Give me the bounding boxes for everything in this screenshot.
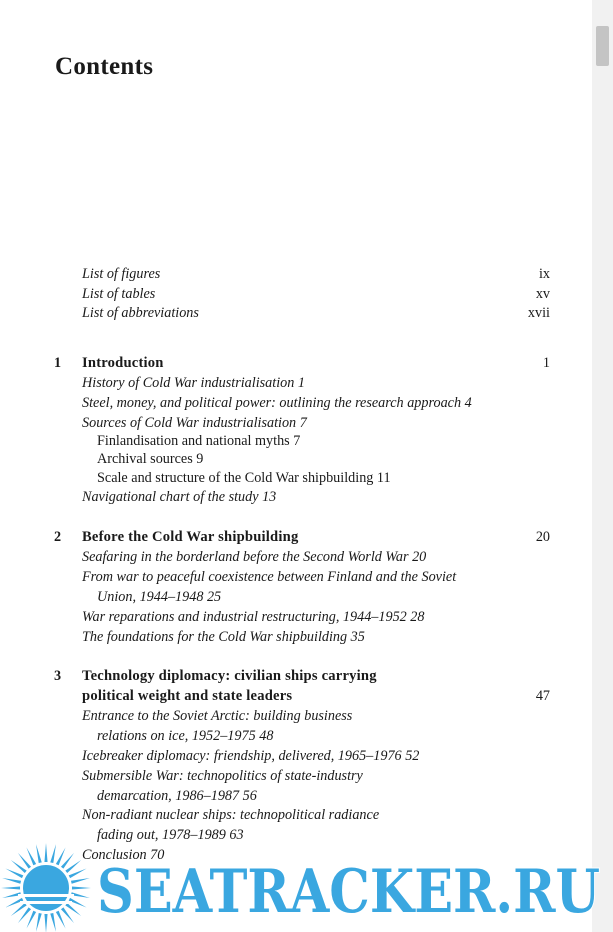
toc-section-text: Sources of Cold War industrialisation 7 xyxy=(82,415,307,431)
toc-entry-list-of-figures[interactable] xyxy=(0,264,592,284)
toc-section-text: Submersible War: technopolitics of state-industry xyxy=(82,768,363,784)
toc-section[interactable] xyxy=(0,487,592,507)
sun-ray xyxy=(72,886,91,889)
toc-section[interactable] xyxy=(0,706,592,726)
sun-ray xyxy=(36,913,42,932)
toc-section[interactable] xyxy=(0,373,592,393)
toc-entry-list-of-abbreviations[interactable] xyxy=(0,303,592,323)
chapter-number: 3 xyxy=(54,668,62,684)
toc-section[interactable] xyxy=(0,607,592,627)
toc-subsection-text: Scale and structure of the Cold War shipbuilding 11 xyxy=(97,470,391,486)
toc-section-text: History of Cold War industrialisation 1 xyxy=(82,375,305,391)
toc-entry-list-of-tables[interactable] xyxy=(0,284,592,304)
toc-section-text: Icebreaker diplomacy: friendship, delivered, 1965–1976 52 xyxy=(82,748,420,764)
chapter-title: Before the Cold War shipbuilding xyxy=(82,529,299,545)
scrollbar-thumb[interactable] xyxy=(596,26,609,66)
sun-ray xyxy=(50,844,56,863)
sun-logo-icon xyxy=(1,843,91,932)
sun-ray xyxy=(44,843,47,862)
toc-subsection[interactable] xyxy=(0,468,592,488)
sun-ray xyxy=(26,847,36,865)
toc-section[interactable] xyxy=(0,766,592,786)
toc-section-text: Entrance to the Soviet Arctic: building business xyxy=(82,708,353,724)
toc-section-text: Non-radiant nuclear ships: technopolitical radiance xyxy=(82,807,380,823)
toc-section-text: relations on ice, 1952–1975 48 xyxy=(97,728,274,744)
chapter-number: 2 xyxy=(54,529,62,545)
toc-section-continued[interactable] xyxy=(0,587,592,607)
toc-entry-title: List of tables xyxy=(82,286,156,302)
watermark-text: SEATRACKER.RU xyxy=(97,857,600,927)
toc-section[interactable] xyxy=(0,627,592,647)
toc-entry-title: List of abbreviations xyxy=(82,305,199,321)
toc-section[interactable] xyxy=(0,567,592,587)
toc-section-text: The foundations for the Cold War shipbuilding 35 xyxy=(82,629,365,645)
toc-section[interactable] xyxy=(0,805,592,825)
sun-ray xyxy=(50,913,56,932)
chapter-page: 20 xyxy=(535,529,550,545)
toc-section-text: War reparations and industrial restructuring, 1944–1952 28 xyxy=(82,609,425,625)
chapter-title: Technology diplomacy: civilian ships carrying xyxy=(82,668,377,684)
vertical-scrollbar[interactable] xyxy=(592,0,613,932)
chapter-title: political weight and state leaders xyxy=(82,688,293,704)
toc-entry-page: xvii xyxy=(527,305,550,321)
toc-section-text: demarcation, 1986–1987 56 xyxy=(97,788,257,804)
watermark xyxy=(0,838,613,932)
sun-ray xyxy=(26,911,36,929)
toc-subsection[interactable] xyxy=(0,431,592,451)
toc-subsection-text: Archival sources 9 xyxy=(97,451,204,467)
chapter-heading-1[interactable] xyxy=(0,353,592,373)
chapter-title: Introduction xyxy=(82,355,164,371)
chapter-heading-2[interactable] xyxy=(0,527,592,547)
sun-ray xyxy=(2,878,21,884)
toc-section-text: Seafaring in the borderland before the Second World War 20 xyxy=(82,549,427,565)
chapter-heading-3[interactable] xyxy=(0,666,592,686)
sun-ray xyxy=(69,868,87,878)
page-title: Contents xyxy=(55,53,154,80)
toc-subsection[interactable] xyxy=(0,449,592,469)
toc-subsection-text: Finlandisation and national myths 7 xyxy=(97,433,301,449)
sun-ray xyxy=(56,911,66,929)
sun-ray xyxy=(36,844,42,863)
chapter-heading-3-continued[interactable] xyxy=(0,686,592,706)
sun-ray xyxy=(44,914,47,932)
toc-section-text: From war to peaceful coexistence between Finland and the Soviet xyxy=(82,569,457,585)
toc-section[interactable] xyxy=(0,746,592,766)
toc-section-continued[interactable] xyxy=(0,726,592,746)
toc-section-text: Navigational chart of the study 13 xyxy=(82,489,277,505)
sun-ray xyxy=(56,847,66,865)
toc-section-text: Steel, money, and political power: outlining the research approach 4 xyxy=(82,395,472,411)
toc-section[interactable] xyxy=(0,547,592,567)
toc-section-text: Conclusion 70 xyxy=(82,847,165,863)
toc-section-continued[interactable] xyxy=(0,786,592,806)
sun-ray xyxy=(5,868,23,878)
sun-ray xyxy=(1,886,20,889)
toc-section-text: fading out, 1978–1989 63 xyxy=(97,827,244,843)
toc-entry-page: xv xyxy=(535,286,550,302)
toc-section[interactable] xyxy=(0,413,592,433)
chapter-page: 1 xyxy=(542,355,550,371)
toc-section[interactable] xyxy=(0,393,592,413)
chapter-page: 47 xyxy=(535,688,550,704)
chapter-number: 1 xyxy=(54,355,62,371)
toc-entry-title: List of figures xyxy=(82,266,161,282)
sun-ray xyxy=(71,878,90,884)
toc-section-text: Union, 1944–1948 25 xyxy=(97,589,222,605)
toc-entry-page: ix xyxy=(538,266,550,282)
